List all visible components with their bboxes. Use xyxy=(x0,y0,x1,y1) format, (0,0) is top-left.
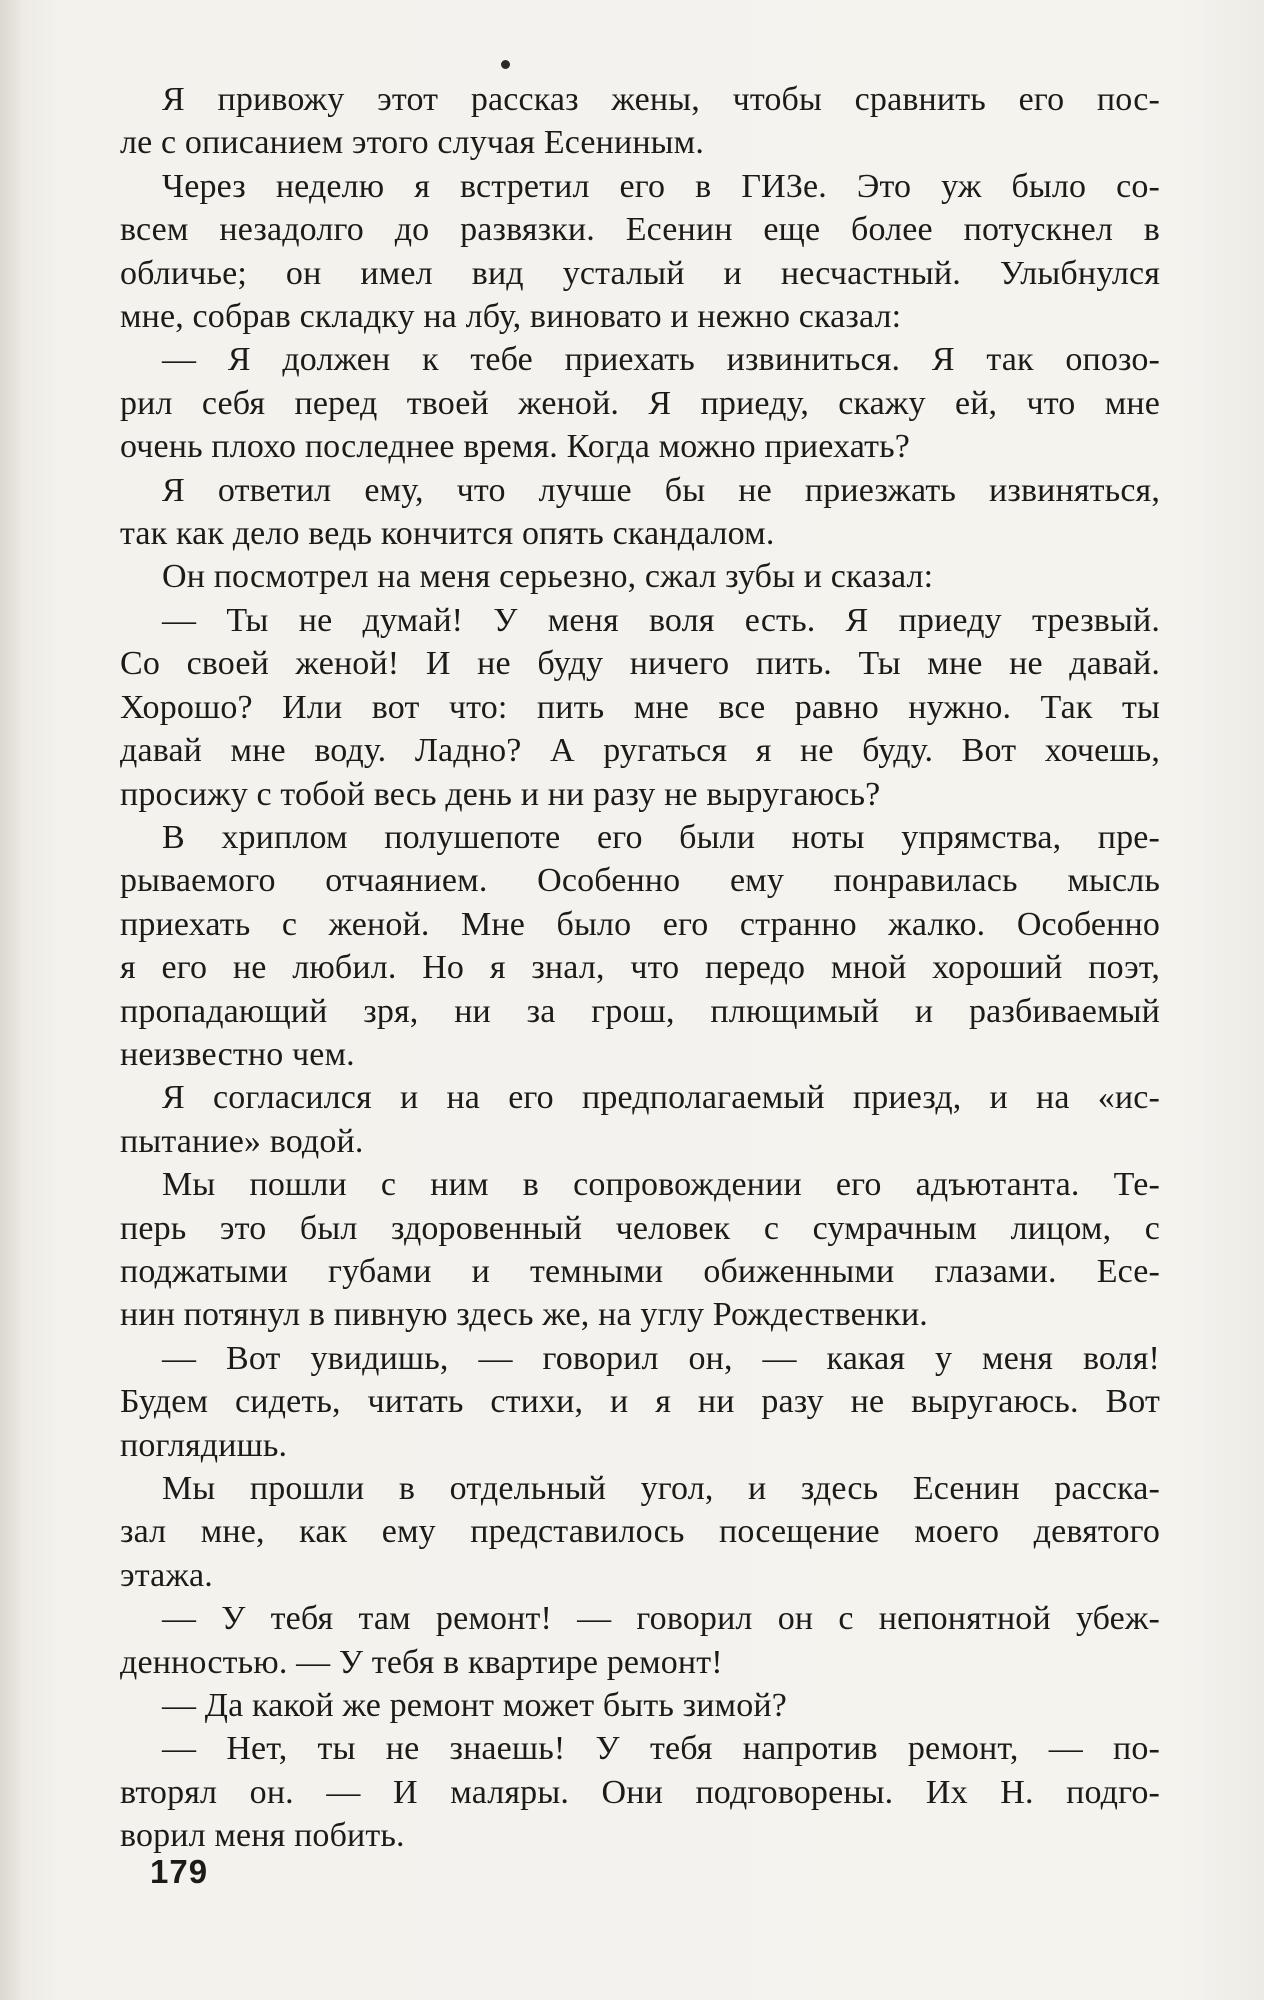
text-line: я его не любил. Но я знал, что передо мной хороший поэт, xyxy=(120,949,1160,987)
text-line: В хриплом полушепоте его были ноты упрямства, пре- xyxy=(162,818,1160,856)
text-line: мне, собрав складку на лбу, виновато и нежно сказал: xyxy=(120,298,902,336)
text-line: вторял он. — И маляры. Они подговорены. Их Н. подго- xyxy=(120,1773,1160,1811)
paragraph xyxy=(120,816,1160,1076)
text-line: Мы прошли в отдельный угол, и здесь Есенин расска- xyxy=(162,1470,1160,1507)
paragraph xyxy=(120,1163,1160,1337)
text-line: пытание» водой. xyxy=(120,1122,364,1160)
text-line: рил себя перед твоей женой. Я приеду, скажу ей, что мне xyxy=(120,384,1160,422)
page-edge-shadow xyxy=(0,0,22,2000)
text-line: очень плохо последнее время. Когда можно приехать? xyxy=(120,428,910,466)
text-line: всем незадолго до развязки. Есенин еще более потускнел в xyxy=(120,211,1160,249)
paragraph xyxy=(120,78,1160,165)
paragraph xyxy=(120,1727,1160,1857)
text-line: Я согласился и на его предполагаемый приезд, и на «ис- xyxy=(162,1079,1160,1117)
text-line: Мы пошли с ним в сопровождении его адъютанта. Те- xyxy=(162,1166,1160,1204)
text-line: ле с описанием этого случая Есениным. xyxy=(120,124,704,162)
text-line: — Вот увидишь, — говорил он, — какая у меня воля! xyxy=(162,1339,1160,1377)
text-line: Я ответил ему, что лучше бы не приезжать извиняться, xyxy=(162,471,1160,509)
text-line: Со своей женой! И не буду ничего пить. Ты мне не давай. xyxy=(120,645,1160,683)
paragraph xyxy=(120,555,1160,598)
text-line: приехать с женой. Мне было его странно жалко. Особенно xyxy=(120,905,1160,943)
text-line: — Ты не думай! У меня воля есть. Я приеду трезвый. xyxy=(162,601,1160,639)
text-line: обличье; он имел вид усталый и несчастный. Улыбнулся xyxy=(120,254,1160,292)
ink-speck xyxy=(501,60,510,69)
paragraph xyxy=(120,1337,1160,1467)
paragraph xyxy=(120,1597,1160,1684)
text-line: Через неделю я встретил его в ГИЗе. Это уж было со- xyxy=(162,167,1160,205)
text-line: перь это был здоровенный человек с сумрачным лицом, с xyxy=(120,1209,1160,1247)
text-line: так как дело ведь кончится опять скандалом. xyxy=(120,515,775,553)
text-line: Будем сидеть, читать стихи, и я ни разу не выругаюсь. Вот xyxy=(120,1383,1160,1421)
text-line: — У тебя там ремонт! — говорил он с непонятной убеж- xyxy=(162,1600,1160,1638)
paragraph xyxy=(120,165,1160,339)
text-line: — Нет, ты не знаешь! У тебя напротив ремонт, — по- xyxy=(162,1730,1160,1768)
text-line: рываемого отчаянием. Особенно ему понравилась мысль xyxy=(120,862,1160,900)
text-line: нин потянул в пивную здесь же, на углу Рождественки. xyxy=(120,1296,928,1334)
text-line: зал мне, как ему представилось посещение моего девятого xyxy=(120,1513,1160,1551)
body-text xyxy=(120,78,1160,1858)
text-line: ворил меня побить. xyxy=(120,1817,405,1855)
text-line: просижу с тобой весь день и ни разу не выругаюсь? xyxy=(120,775,881,813)
text-line: — Я должен к тебе приехать извиниться. Я так опозо- xyxy=(162,341,1160,379)
text-line: Я привожу этот рассказ жены, чтобы сравнить его пос- xyxy=(162,81,1160,118)
page-number: 179 xyxy=(150,1853,209,1890)
text-line: этажа. xyxy=(120,1556,213,1594)
text-line: пропадающий зря, ни за грош, плющимый и разбиваемый xyxy=(120,992,1160,1030)
text-line: поджатыми губами и темными обиженными глазами. Есе- xyxy=(120,1252,1160,1290)
paragraph xyxy=(120,1684,1160,1727)
text-line: Он посмотрел на меня серьезно, сжал зубы и сказал: xyxy=(162,558,934,596)
text-line: — Да какой же ремонт может быть зимой? xyxy=(162,1687,787,1725)
text-line: поглядишь. xyxy=(120,1426,288,1464)
text-line: Хорошо? Или вот что: пить мне все равно нужно. Так ты xyxy=(120,688,1160,726)
text-line: денностью. — У тебя в квартире ремонт! xyxy=(120,1643,723,1681)
text-line: давай мне воду. Ладно? А ругаться я не буду. Вот хочешь, xyxy=(120,732,1160,770)
paragraph xyxy=(120,1076,1160,1163)
paragraph xyxy=(120,338,1160,468)
paragraph xyxy=(120,599,1160,816)
paragraph xyxy=(120,1467,1160,1597)
text-line: неизвестно чем. xyxy=(120,1035,355,1073)
paragraph xyxy=(120,469,1160,556)
